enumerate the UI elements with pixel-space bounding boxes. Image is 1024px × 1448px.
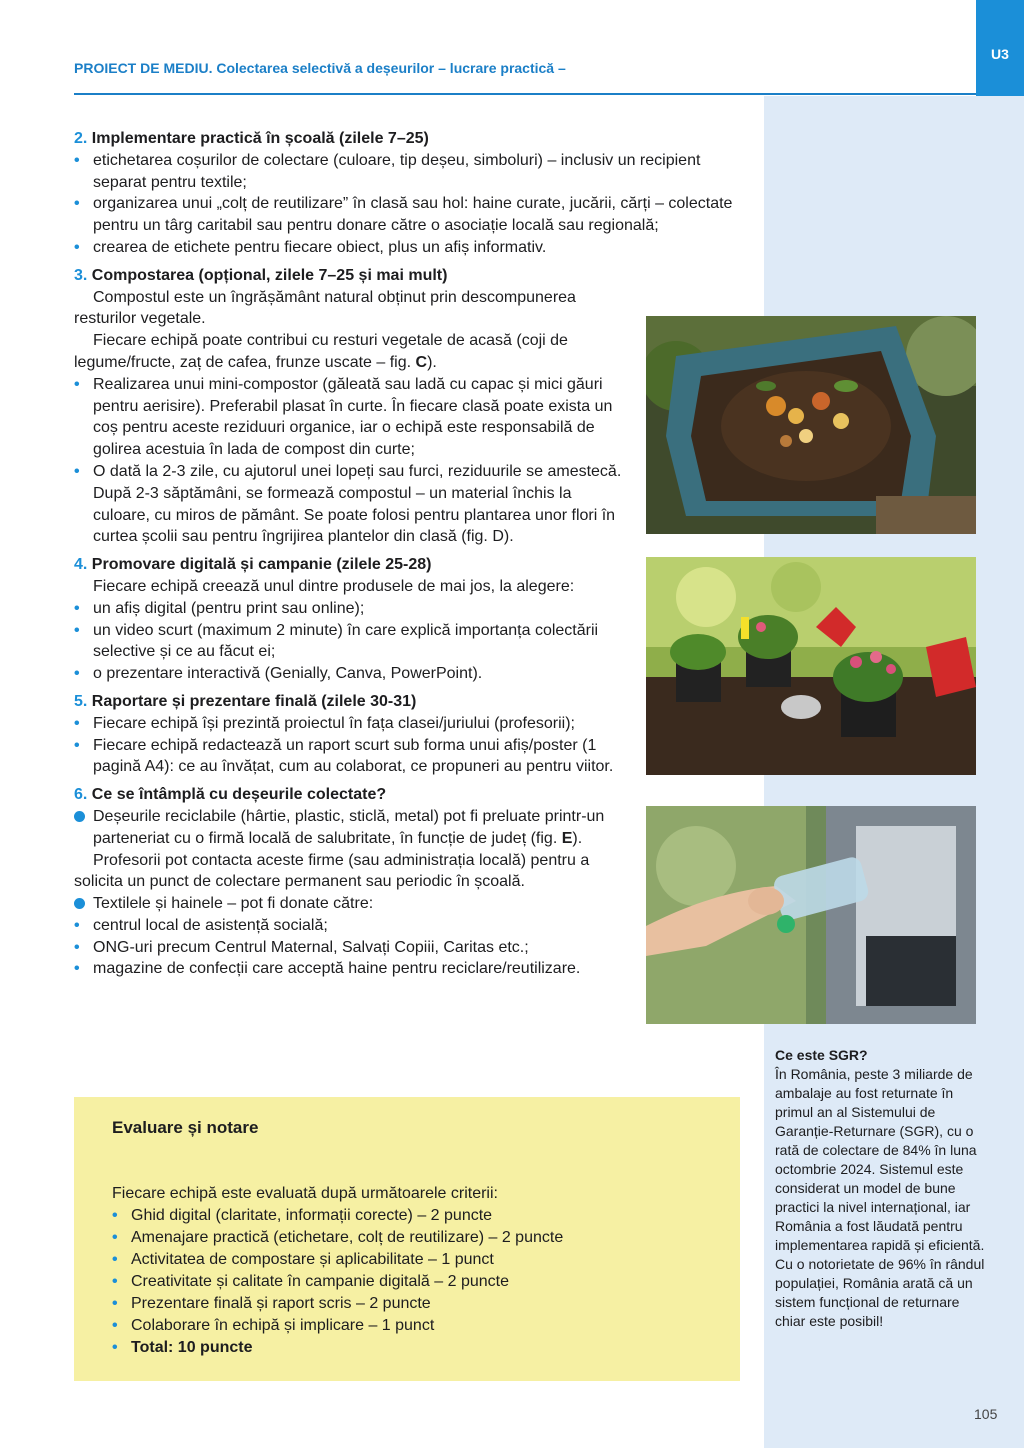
criteria-item: • Ghid digital (claritate, informații corecte) – 2 puncte — [112, 1205, 702, 1227]
list-item: • centrul local de asistență socială; — [74, 915, 630, 937]
paragraph: Fiecare echipă creează unul dintre produsele de mai jos, la alegere: — [93, 577, 575, 595]
sgr-paragraph: Cu o notorietate de 96% în rândul populației, România arată că un sistem funcțional de returnare chiar este posibil! — [775, 1256, 985, 1329]
bottle-return-photo — [646, 806, 976, 1024]
bullet-list — [74, 915, 630, 980]
planting-photo — [646, 557, 976, 775]
paragraph: Profesorii pot contacta aceste firme (sau administrația locală) pentru a solicita un punct de colectare permanent sau periodic în școală. — [74, 851, 590, 891]
criteria-item: • Prezentare finală și raport scris – 2 puncte — [112, 1293, 702, 1315]
list-item: • organizarea unui „colț de reutilizare” în clasă sau hol: haine curate, jucării, cărți – colectate pentru un târg caritabil sau pentru donare către o asociație locală sau regională; — [74, 193, 742, 237]
compost-photo — [646, 316, 976, 534]
dot-item: Deșeurile reciclabile (hârtie, plastic, sticlă, metal) pot fi preluate printr-un parteneriat cu o firmă locală de salubritate, în funcție de județ (fig. E). — [74, 806, 630, 850]
section-digital-promotion — [74, 554, 630, 685]
list-item: • ONG-uri precum Centrul Maternal, Salvați Copiii, Caritas etc.; — [74, 937, 630, 959]
list-item: • etichetarea coșurilor de colectare (culoare, tip deșeu, simboluri) – inclusiv un recipient separat pentru textile; — [74, 150, 742, 194]
criteria-item: • Amenajare practică (etichetare, colț de reutilizare) – 2 puncte — [112, 1227, 702, 1249]
evaluation-box — [74, 1097, 740, 1381]
bullet-dot-icon — [74, 898, 85, 909]
dot-item: Textilele și hainele – pot fi donate către: — [74, 893, 630, 915]
sgr-info-box — [775, 1046, 985, 1331]
list-item: • Fiecare echipă își prezintă proiectul în fața clasei/juriului (profesorii); — [74, 713, 630, 735]
page-number: 105 — [974, 1406, 998, 1422]
header-divider — [74, 93, 976, 95]
criteria-item: • Colaborare în echipă și implicare – 1 punct — [112, 1315, 702, 1337]
bottle-return-image — [646, 806, 976, 1024]
list-item: • Fiecare echipă redactează un raport scurt sub forma unui afiș/poster (1 pagină A4): ce au învățat, cum au colaborat, ce propuneri au pentru viitor. — [74, 735, 630, 779]
compost-image — [646, 316, 976, 534]
list-item: • Realizarea unui mini-compostor (găleată sau ladă cu capac și mici găuri pentru aerisire). Preferabil plasat în curte. În fiecare clasă poate exista un coș pentru aceste reziduuri organice, iar o echipă este responsabilă de golirea acestuia în lada de compost din curte; — [74, 374, 630, 461]
sgr-title: Ce este SGR? — [775, 1047, 868, 1063]
list-item: • magazine de confecții care acceptă haine pentru reciclare/reutilizare. — [74, 958, 630, 980]
main-content — [74, 128, 733, 986]
bullet-list — [74, 598, 630, 685]
criteria-total: • Total: 10 puncte — [112, 1337, 702, 1359]
page-header-title: PROIECT DE MEDIU. Colectarea selectivă a deșeurilor – lucrare practică – — [74, 60, 566, 76]
sgr-paragraph: În România, peste 3 miliarde de ambalaje au fost returnate în primul an al Sistemului de Garanție-Returnare (SGR), cu o rată de colectare de 84% în luna octombrie 2024. Sistemul este considerat un model de bune practici la nivel internațional, iar România a fost lăudată pentru implementarea rapidă și eficientă. — [775, 1066, 985, 1253]
evaluation-title: Evaluare și notare — [112, 1118, 259, 1137]
list-item: • un video scurt (maximum 2 minute) în care explică importanța colectării selective și ce au făcut ei; — [74, 620, 630, 664]
section-title: 5. Raportare și prezentare finală (zilele 30-31) — [74, 692, 417, 710]
paragraph: Compostul este un îngrășământ natural obținut prin descompunerea resturilor vegetale. — [74, 288, 576, 328]
list-item: • crearea de etichete pentru fiecare obiect, plus un afiș informativ. — [74, 237, 742, 259]
section-final-report — [74, 691, 630, 778]
section-collected-waste — [74, 784, 630, 980]
bullet-dot-icon — [74, 811, 85, 822]
planting-image — [646, 557, 976, 775]
paragraph: Fiecare echipă poate contribui cu resturi vegetale de acasă (coji de legume/fructe, zaț de cafea, frunze uscate – fig. C). — [74, 332, 568, 371]
evaluation-intro: Fiecare echipă este evaluată după următoarele criterii: — [112, 1185, 498, 1202]
section-title: 6. Ce se întâmplă cu deșeurile colectate? — [74, 786, 387, 804]
bullet-list — [74, 713, 630, 778]
bullet-list — [74, 374, 630, 548]
bullet-list — [74, 150, 742, 259]
section-title: 3. Compostarea (opțional, zilele 7–25 și mai mult) — [74, 266, 448, 284]
criteria-item: • Creativitate și calitate în campanie digitală – 2 puncte — [112, 1271, 702, 1293]
section-title: 2. Implementare practică în școală (zilele 7–25) — [74, 130, 429, 147]
list-item: • o prezentare interactivă (Genially, Canva, PowerPoint). — [74, 663, 630, 685]
unit-tab: U3 — [976, 0, 1024, 96]
section-implementation — [74, 128, 742, 259]
section-composting — [74, 265, 630, 548]
section-title: 4. Promovare digitală și campanie (zilele 25-28) — [74, 556, 432, 574]
list-item: • O dată la 2-3 zile, cu ajutorul unei lopeți sau furci, reziduurile se amestecă. După 2-3 săptămâni, se formează compostul – un material închis la culoare, cu miros de pământ. Se poate folosi pentru plantarea unor flori în curtea școlii sau pentru îngrijirea plantelor din clasă (fig. D). — [74, 461, 630, 548]
criteria-item: • Activitatea de compostare și aplicabilitate – 1 punct — [112, 1249, 702, 1271]
list-item: • un afiș digital (pentru print sau online); — [74, 598, 630, 620]
evaluation-criteria-list — [112, 1205, 702, 1359]
